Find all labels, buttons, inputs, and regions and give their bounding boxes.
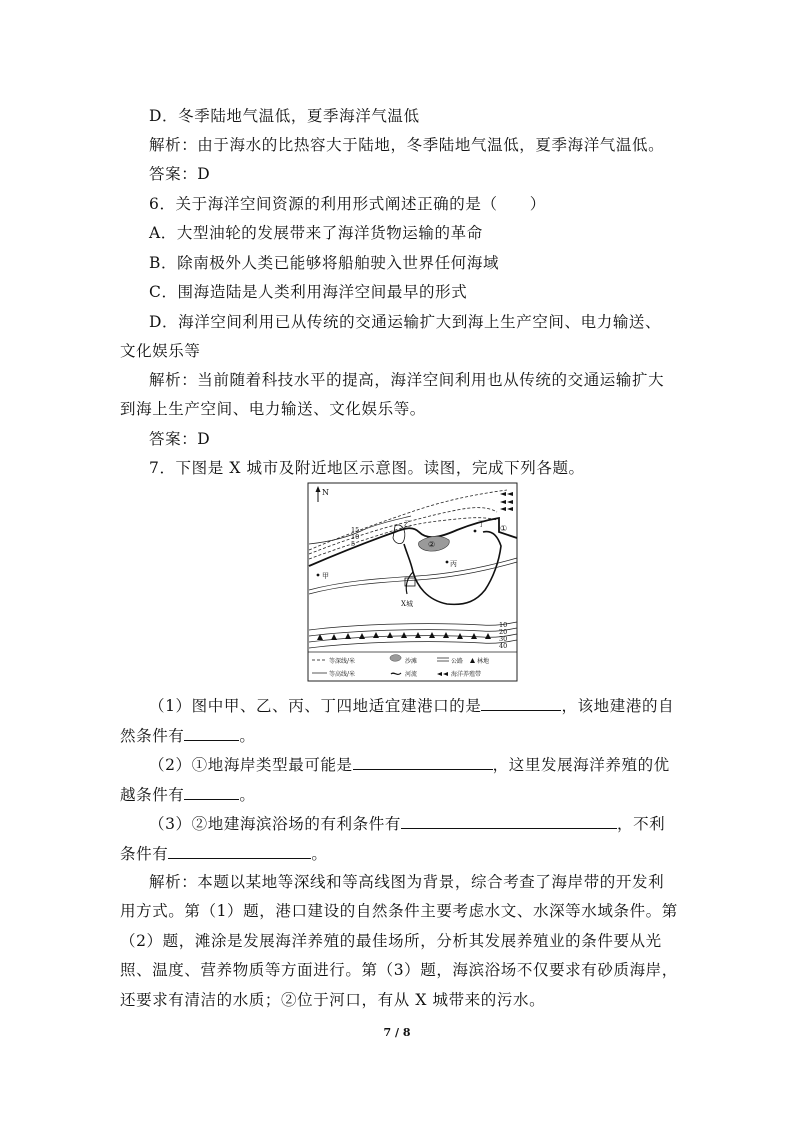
city-map-figure bbox=[307, 482, 518, 682]
q6-option-d-line2: 文化娱乐等 bbox=[120, 342, 201, 360]
q7-analysis-line4: 照、温度、营养物质等方面进行。第（3）题，海滨浴场不仅要求有砂质海岸， bbox=[120, 961, 678, 979]
place-label-ding: 丁 bbox=[478, 520, 485, 528]
q7-sub2-text-d: 。 bbox=[239, 786, 256, 804]
legend-forest: 林地 bbox=[477, 658, 490, 665]
q6-answer: 答案：D bbox=[149, 430, 211, 448]
q7-sub2-text-a: （2）①地海岸类型最可能是 bbox=[149, 756, 353, 774]
contour-label-30: 30 bbox=[499, 635, 508, 643]
q7-sub1-text-a: （1）图中甲、乙、丙、丁四地适宜建港口的是 bbox=[149, 697, 482, 715]
q7-analysis-line3: （2）题，滩涂是发展海洋养殖的最佳场所，分析其发展养殖业的条件要从光 bbox=[120, 932, 662, 950]
contour-label-10: 10 bbox=[499, 621, 508, 629]
marker-1: ① bbox=[500, 524, 508, 533]
q7-sub3-blank1[interactable] bbox=[401, 812, 617, 829]
q7-sub2-line2 bbox=[120, 783, 256, 806]
q7-sub3-text-a: （3）②地建海滨浴场的有利条件有 bbox=[149, 815, 401, 833]
q7-sub3-line1 bbox=[149, 812, 665, 835]
legend-depth-line: 等深线/米 bbox=[329, 658, 356, 665]
q7-sub3-text-b: ，不利 bbox=[616, 815, 666, 833]
q5-analysis: 解析：由于海水的比热容大于陆地，冬季陆地气温低，夏季海洋气温低。 bbox=[149, 136, 665, 154]
depth-label-5: 5 bbox=[351, 540, 356, 548]
q7-stem: 7．下图是 X 城市及附近地区示意图。读图，完成下列各题。 bbox=[149, 459, 585, 477]
q7-sub2-text-b: ，这里发展海洋养殖的优 bbox=[492, 756, 670, 774]
q5-option-d: D．冬季陆地气温低，夏季海洋气温低 bbox=[149, 107, 420, 125]
q7-sub3-text-d: 。 bbox=[311, 845, 328, 863]
q7-sub3-line2 bbox=[120, 842, 327, 865]
legend-beach: 沙滩 bbox=[405, 658, 418, 665]
q6-option-d-line1: D．海洋空间利用已从传统的交通运输扩大到海上生产空间、电力输送、 bbox=[149, 313, 662, 331]
q7-analysis-line1: 解析：本题以某地等深线和等高线图为背景，综合考查了海岸带的开发利 bbox=[149, 873, 665, 891]
q7-sub2-blank1[interactable] bbox=[353, 753, 493, 770]
q7-sub3-text-c: 条件有 bbox=[120, 845, 169, 863]
q7-sub1-line1 bbox=[149, 694, 674, 717]
depth-label-15: 15 bbox=[351, 526, 360, 534]
q6-option-c: C．围海造陆是人类利用海洋空间最早的形式 bbox=[149, 283, 468, 301]
q6-analysis-line1: 解析：当前随着科技水平的提高，海洋空间利用也从传统的交通运输扩大 bbox=[149, 371, 665, 389]
place-label-bing: 丙 bbox=[450, 560, 457, 568]
q6-analysis-line2: 到海上生产空间、电力输送、文化娱乐等。 bbox=[120, 400, 426, 418]
legend-river: 河流 bbox=[405, 671, 418, 678]
q7-sub1-text-b: ，该地建港的自 bbox=[561, 697, 675, 715]
legend-contour-line: 等高线/米 bbox=[329, 671, 356, 678]
q7-sub1-text-d: 。 bbox=[239, 727, 256, 745]
q5-answer: 答案：D bbox=[149, 165, 211, 183]
north-label: N bbox=[322, 488, 329, 497]
q6-option-a: A．大型油轮的发展带来了海洋货物运输的革命 bbox=[149, 224, 483, 242]
q7-sub1-blank2[interactable] bbox=[184, 724, 239, 741]
q7-analysis-line5: 还要求有清洁的水质；②位于河口，有从 X 城带来的污水。 bbox=[120, 991, 546, 1009]
q7-sub1-blank1[interactable] bbox=[481, 694, 561, 711]
q7-sub2-line1 bbox=[149, 753, 670, 776]
q7-sub2-blank2[interactable] bbox=[184, 783, 239, 800]
city-label: X城 bbox=[401, 600, 413, 608]
page-number: 7 / 8 bbox=[383, 1026, 411, 1039]
marker-2: ② bbox=[428, 540, 436, 549]
q7-sub3-blank2[interactable] bbox=[168, 842, 311, 859]
place-label-jia: 甲 bbox=[322, 572, 329, 580]
q7-analysis-line2: 用方式。第（1）题，港口建设的自然条件主要考虑水文、水深等水域条件。第 bbox=[120, 902, 678, 920]
q6-stem: 6．关于海洋空间资源的利用形式阐述正确的是（ ） bbox=[149, 195, 546, 213]
q7-sub2-text-c: 越条件有 bbox=[120, 786, 185, 804]
contour-label-40: 40 bbox=[499, 642, 508, 650]
q7-sub1-text-c: 然条件有 bbox=[120, 727, 185, 745]
depth-label-10: 10 bbox=[351, 533, 360, 541]
q6-option-b: B．除南极外人类已能够将船舶驶入世界任何海域 bbox=[149, 254, 500, 272]
legend-aquaculture: 海洋养殖带 bbox=[451, 671, 482, 678]
q7-sub1-line2 bbox=[120, 724, 256, 747]
legend-road: 公路 bbox=[451, 658, 464, 665]
place-label-yi: 乙 bbox=[404, 520, 411, 528]
contour-label-20: 20 bbox=[499, 628, 508, 636]
